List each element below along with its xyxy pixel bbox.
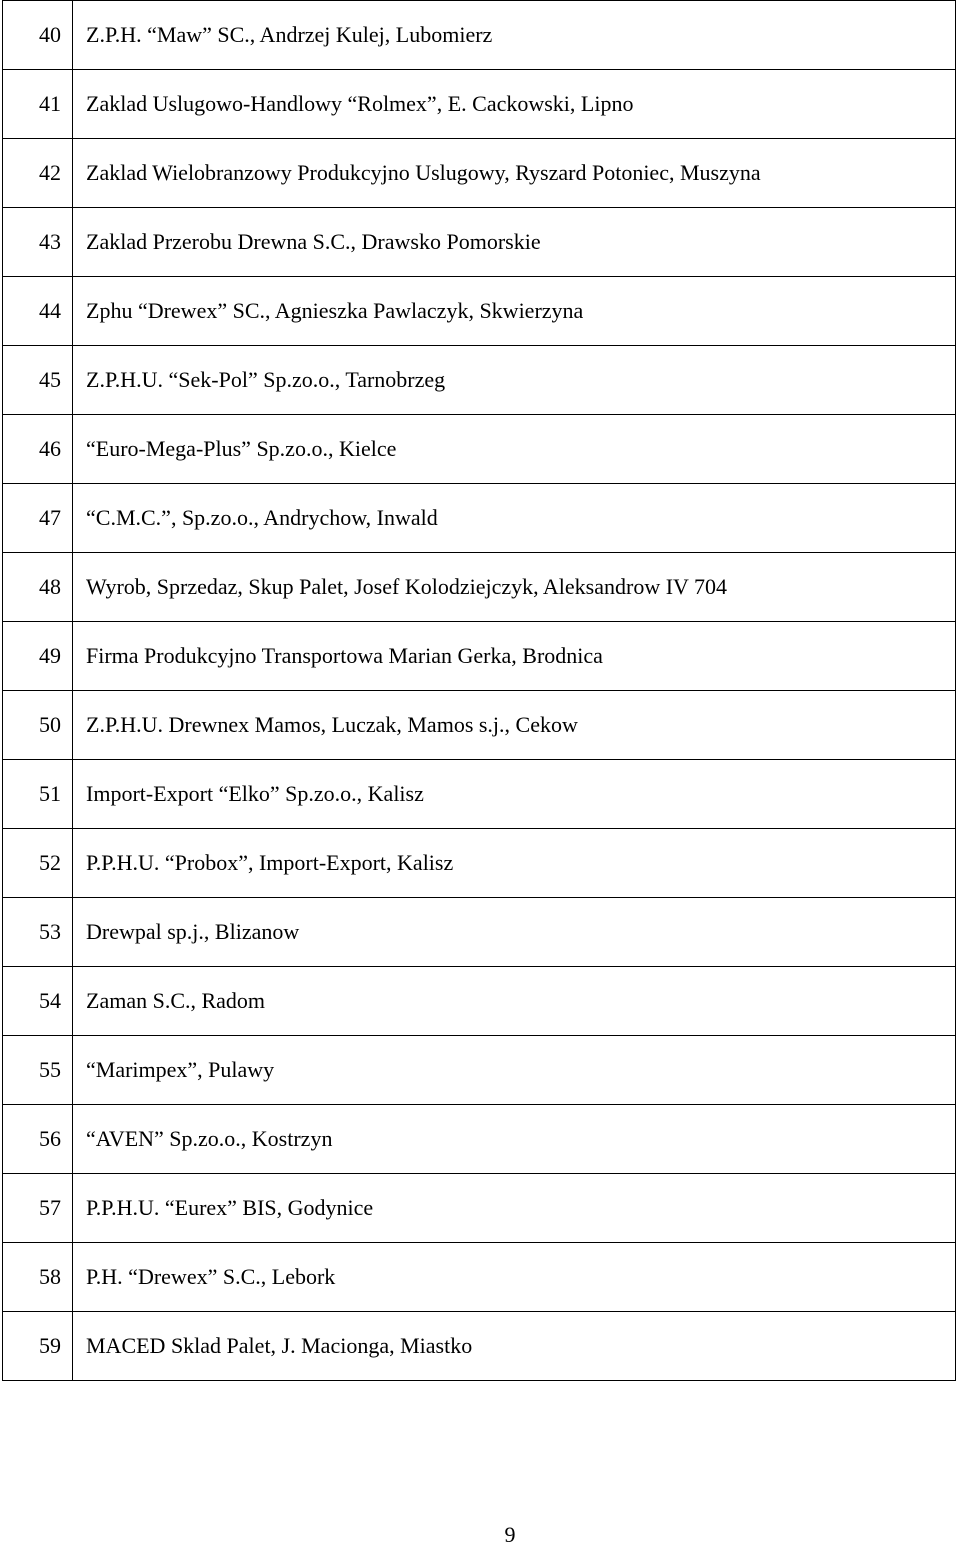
- table-row: [3, 208, 956, 277]
- table-row: [3, 1174, 956, 1243]
- row-number: 55: [3, 1036, 73, 1105]
- row-number: 43: [3, 208, 73, 277]
- company-name: “AVEN” Sp.zo.o., Kostrzyn: [73, 1105, 956, 1174]
- row-number: 48: [3, 553, 73, 622]
- company-name: Z.P.H.U. “Sek-Pol” Sp.zo.o., Tarnobrzeg: [73, 346, 956, 415]
- company-name: MACED Sklad Palet, J. Macionga, Miastko: [73, 1312, 956, 1381]
- table-row: [3, 898, 956, 967]
- company-name: “C.M.C.”, Sp.zo.o., Andrychow, Inwald: [73, 484, 956, 553]
- table-row: [3, 415, 956, 484]
- table-row: [3, 622, 956, 691]
- table-row: [3, 1105, 956, 1174]
- company-name: “Euro-Mega-Plus” Sp.zo.o., Kielce: [73, 415, 956, 484]
- table-row: [3, 1, 956, 70]
- row-number: 54: [3, 967, 73, 1036]
- row-number: 52: [3, 829, 73, 898]
- company-name: Zaman S.C., Radom: [73, 967, 956, 1036]
- row-number: 51: [3, 760, 73, 829]
- company-name: Firma Produkcyjno Transportowa Marian Gerka, Brodnica: [73, 622, 956, 691]
- company-list-table: [2, 0, 956, 1381]
- company-name: P.H. “Drewex” S.C., Lebork: [73, 1243, 956, 1312]
- table-row: [3, 346, 956, 415]
- row-number: 49: [3, 622, 73, 691]
- table-row: [3, 829, 956, 898]
- row-number: 46: [3, 415, 73, 484]
- row-number: 53: [3, 898, 73, 967]
- row-number: 42: [3, 139, 73, 208]
- row-number: 59: [3, 1312, 73, 1381]
- table-row: [3, 139, 956, 208]
- company-list-body: [3, 1, 956, 1381]
- row-number: 44: [3, 277, 73, 346]
- company-name: Z.P.H.U. Drewnex Mamos, Luczak, Mamos s.j., Cekow: [73, 691, 956, 760]
- company-name: Zaklad Przerobu Drewna S.C., Drawsko Pomorskie: [73, 208, 956, 277]
- row-number: 57: [3, 1174, 73, 1243]
- company-name: Import-Export “Elko” Sp.zo.o., Kalisz: [73, 760, 956, 829]
- row-number: 56: [3, 1105, 73, 1174]
- company-name: Wyrob, Sprzedaz, Skup Palet, Josef Kolodziejczyk, Aleksandrow IV 704: [73, 553, 956, 622]
- company-name: P.P.H.U. “Probox”, Import-Export, Kalisz: [73, 829, 956, 898]
- table-row: [3, 691, 956, 760]
- row-number: 45: [3, 346, 73, 415]
- table-row: [3, 553, 956, 622]
- page-number: 9: [504, 1522, 516, 1547]
- company-name: Z.P.H. “Maw” SC., Andrzej Kulej, Lubomierz: [73, 1, 956, 70]
- company-name: Drewpal sp.j., Blizanow: [73, 898, 956, 967]
- table-row: [3, 70, 956, 139]
- row-number: 41: [3, 70, 73, 139]
- table-row: [3, 484, 956, 553]
- company-name: P.P.H.U. “Eurex” BIS, Godynice: [73, 1174, 956, 1243]
- table-row: [3, 760, 956, 829]
- row-number: 50: [3, 691, 73, 760]
- company-name: Zphu “Drewex” SC., Agnieszka Pawlaczyk, Skwierzyna: [73, 277, 956, 346]
- table-row: [3, 277, 956, 346]
- company-name: Zaklad Uslugowo-Handlowy “Rolmex”, E. Cackowski, Lipno: [73, 70, 956, 139]
- row-number: 40: [3, 1, 73, 70]
- table-row: [3, 1243, 956, 1312]
- table-row: [3, 1312, 956, 1381]
- company-name: Zaklad Wielobranzowy Produkcyjno Uslugowy, Ryszard Potoniec, Muszyna: [73, 139, 956, 208]
- table-row: [3, 1036, 956, 1105]
- row-number: 58: [3, 1243, 73, 1312]
- company-name: “Marimpex”, Pulawy: [73, 1036, 956, 1105]
- table-row: [3, 967, 956, 1036]
- row-number: 47: [3, 484, 73, 553]
